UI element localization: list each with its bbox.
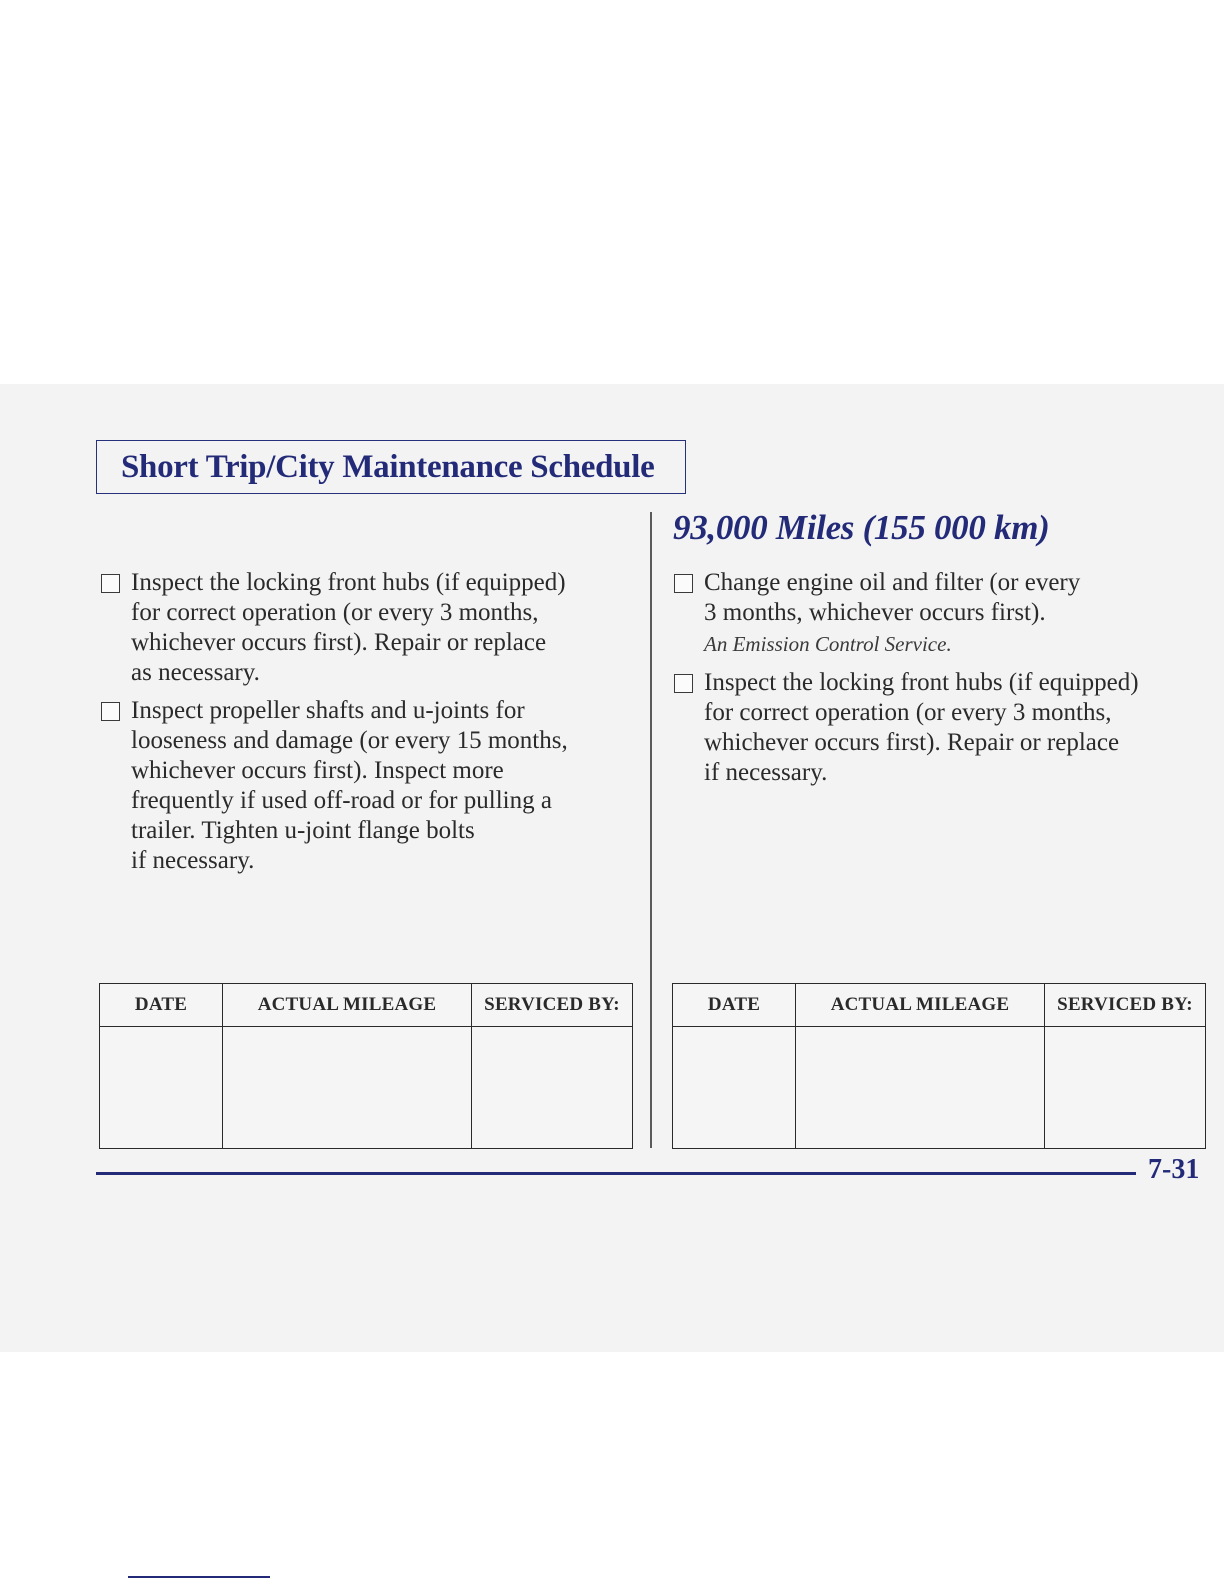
date-cell[interactable]	[673, 1027, 796, 1149]
date-header: DATE	[673, 984, 796, 1027]
page-number: 7-31	[1148, 1154, 1200, 1185]
checkbox-icon[interactable]	[674, 674, 693, 693]
actual-mileage-header: ACTUAL MILEAGE	[223, 984, 472, 1027]
actual-mileage-cell[interactable]	[796, 1027, 1045, 1149]
mileage-heading: 93,000 Miles (155 000 km)	[673, 508, 1050, 547]
left-task-list	[100, 568, 640, 884]
task-item	[100, 568, 640, 688]
table-row	[673, 1027, 1206, 1149]
table-header-row	[673, 984, 1206, 1027]
task-text: Inspect propeller shafts and u-joints for looseness and damage (or every 15 months, whichever occurs first). Inspect more frequently if used off-road or for pulling a trailer. Tighten u-joint flange bolts if necessary.	[131, 697, 568, 874]
column-divider	[650, 512, 652, 1148]
table-row	[100, 1027, 633, 1149]
task-text: Inspect the locking front hubs (if equipped) for correct operation (or every 3 months, whichever occurs first). Repair or replace as necessary.	[131, 569, 566, 686]
task-item	[100, 696, 640, 876]
actual-mileage-cell[interactable]	[223, 1027, 472, 1149]
date-header: DATE	[100, 984, 223, 1027]
checkbox-icon[interactable]	[101, 702, 120, 721]
serviced-by-cell[interactable]	[472, 1027, 633, 1149]
left-service-record-table	[99, 983, 633, 1149]
section-title: Short Trip/City Maintenance Schedule	[121, 448, 655, 485]
section-header	[96, 440, 686, 494]
serviced-by-header: SERVICED BY:	[472, 984, 633, 1027]
serviced-by-header: SERVICED BY:	[1045, 984, 1206, 1027]
checkbox-icon[interactable]	[101, 574, 120, 593]
date-cell[interactable]	[100, 1027, 223, 1149]
serviced-by-cell[interactable]	[1045, 1027, 1206, 1149]
emission-note: An Emission Control Service.	[704, 632, 952, 656]
task-text: Inspect the locking front hubs (if equipped) for correct operation (or every 3 months, whichever occurs first). Repair or replace if necessary.	[704, 669, 1139, 786]
actual-mileage-header: ACTUAL MILEAGE	[796, 984, 1045, 1027]
table-header-row	[100, 984, 633, 1027]
bottom-rule-mark	[128, 1576, 270, 1578]
task-item	[673, 668, 1203, 788]
task-item	[673, 568, 1203, 660]
checkbox-icon[interactable]	[674, 574, 693, 593]
footer-rule	[96, 1172, 1136, 1175]
right-task-list	[673, 568, 1203, 796]
task-text: Change engine oil and filter (or every 3 months, whichever occurs first).	[704, 569, 1081, 626]
right-service-record-table	[672, 983, 1206, 1149]
